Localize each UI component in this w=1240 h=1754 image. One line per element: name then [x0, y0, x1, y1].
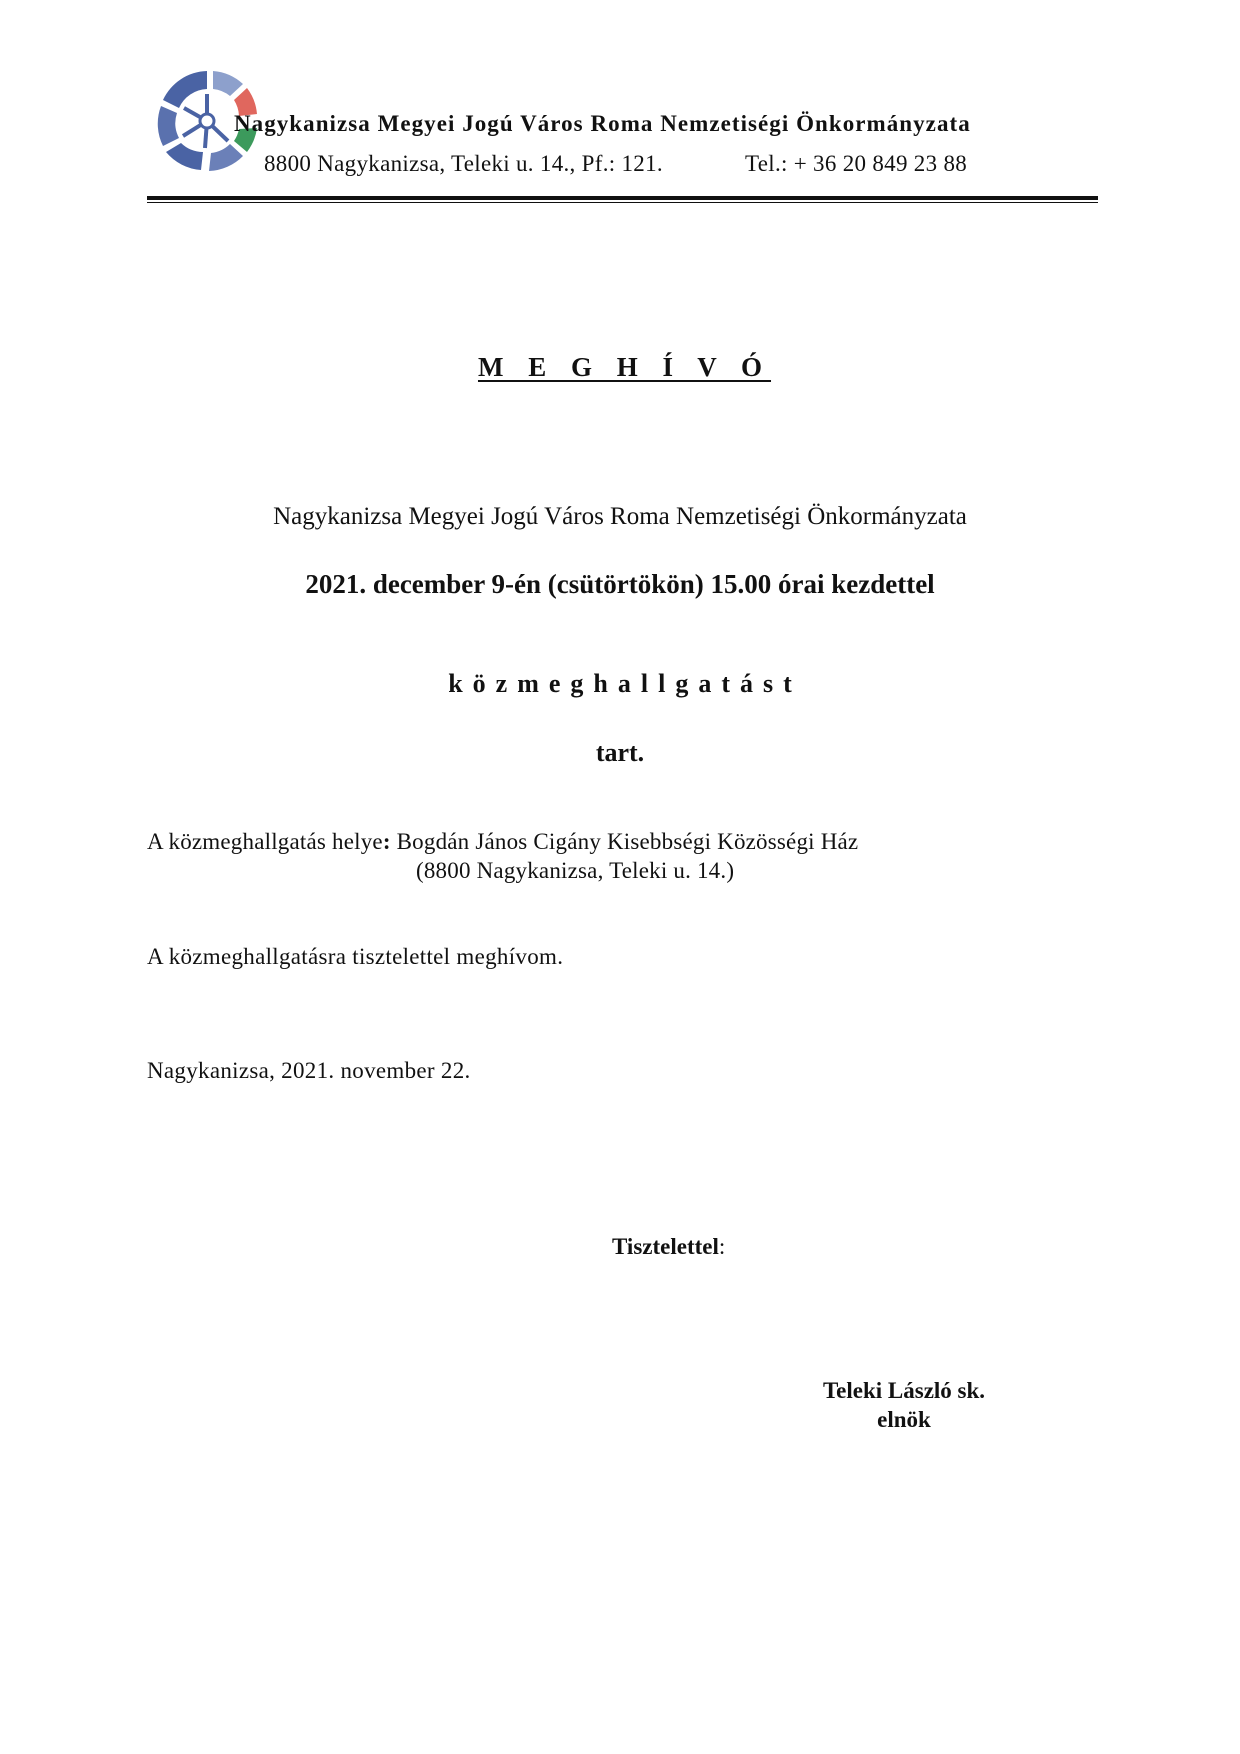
invitation-text: A közmeghallgatásra tisztelettel meghívom. — [147, 944, 564, 969]
signer-name: Teleki László sk. — [822, 1378, 986, 1403]
place-address: (8800 Nagykanizsa, Teleki u. 14.) — [416, 858, 735, 883]
place-venue: Bogdán János Cigány Kisebbségi Közösségi Ház — [396, 829, 859, 854]
place-and-date: Nagykanizsa, 2021. november 22. — [147, 1058, 471, 1083]
place-colon: : — [382, 829, 391, 854]
event-date-line: 2021. december 9-én (csütörtökön) 15.00 órai kezdettel — [305, 569, 935, 599]
document-title: M E G H Í V Ó — [477, 352, 772, 382]
closing-greeting — [612, 1234, 725, 1260]
greeting-colon: : — [718, 1234, 726, 1259]
organization-line: Nagykanizsa Megyei Jogú Város Roma Nemzetiségi Önkormányzata — [273, 503, 967, 530]
place-line — [147, 829, 858, 855]
place-label: A közmeghallgatás helye — [147, 829, 383, 854]
greeting-text: Tisztelettel — [612, 1234, 719, 1259]
organization-address: 8800 Nagykanizsa, Teleki u. 14., Pf.: 121. — [264, 151, 663, 176]
organization-name: Nagykanizsa Megyei Jogú Város Roma Nemzetiségi Önkormányzata — [234, 111, 971, 136]
header-divider-thick — [147, 196, 1098, 200]
event-verb: tart. — [595, 738, 645, 767]
header-divider-thin — [147, 202, 1098, 203]
event-word: közmeghallgatást — [448, 669, 802, 698]
signer-title: elnök — [877, 1407, 931, 1432]
organization-phone: Tel.: + 36 20 849 23 88 — [745, 151, 968, 176]
